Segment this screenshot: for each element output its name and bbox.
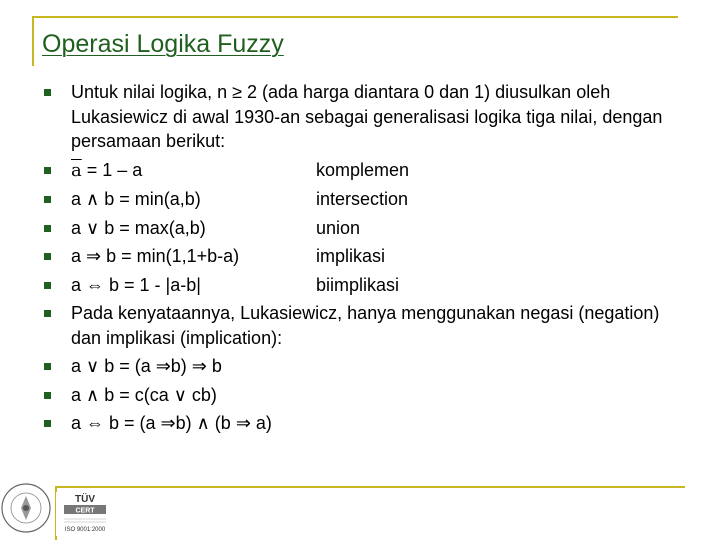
bullet-icon [44, 196, 51, 203]
frame-top-line [32, 16, 678, 18]
bullet-icon [44, 420, 51, 427]
bullet-formula: a ∧ b = min(a,b) [71, 189, 201, 209]
bullet-formula: a ∨ b = max(a,b) [71, 217, 206, 238]
bullet-item [44, 273, 694, 298]
negation-variable: $\overline{a}$ [71, 159, 82, 181]
bullet-item [44, 158, 694, 184]
bullet-icon [44, 89, 51, 96]
bullet-icon [44, 282, 51, 289]
bullet-item [44, 244, 694, 269]
bullet-label: komplemen [316, 159, 410, 180]
bullet-item [44, 411, 694, 436]
bullet-item [44, 354, 694, 379]
bullet-formula: a ⇒ b = min(1,1+b-a) [71, 246, 240, 266]
frame-left-line [32, 16, 34, 66]
bullet-formula: a ∧ b = c(ca ∨ cb) [71, 384, 217, 405]
bullet-text: Untuk nilai logika, n ≥ 2 (ada harga diantara 0 dan 1) diusulkan oleh Lukasiewicz di awal 1930-an sebagai generalisasi logika tiga nilai, dengan persamaan berikut: [71, 82, 663, 151]
bullet-item [44, 80, 694, 154]
bullet-icon [44, 167, 51, 174]
bullet-icon [44, 363, 51, 370]
bullet-formula: a ∨ b = (a ⇒b) ⇒ b [71, 356, 222, 376]
bullet-icon [44, 253, 51, 260]
bullet-formula [71, 158, 316, 184]
tuv-text: TÜV [75, 494, 95, 505]
bullet-item [44, 301, 694, 350]
bullet-label: union [316, 217, 361, 238]
bullet-label: biimplikasi [316, 274, 400, 295]
bullet-item [44, 383, 694, 408]
bullet-icon [44, 225, 51, 232]
bullet-formula: a ⇔ b = 1 - |a-b| [71, 274, 201, 295]
bullet-item [44, 187, 694, 212]
university-seal-logo [0, 470, 56, 540]
iso-text: ISO 9001:2000 [64, 527, 106, 533]
formula-rest: = 1 – a [81, 159, 143, 180]
bullet-list [44, 80, 694, 440]
slide-title: Operasi Logika Fuzzy [42, 30, 284, 58]
bullet-text: Pada kenyataannya, Lukasiewicz, hanya menggunakan negasi (negation) dan implikasi (implication): [71, 303, 660, 348]
frame-bottom-line [55, 486, 685, 488]
bullet-icon [44, 392, 51, 399]
cert-text: CERT [75, 507, 95, 515]
bullet-label: intersection [316, 189, 409, 209]
bullet-item [44, 216, 694, 241]
bullet-formula: a ⇔ b = (a ⇒b) ∧ (b ⇒ a) [71, 413, 272, 433]
bullet-icon [44, 310, 51, 317]
tuv-certificate-logo [54, 490, 116, 538]
bullet-label: implikasi [316, 246, 386, 266]
